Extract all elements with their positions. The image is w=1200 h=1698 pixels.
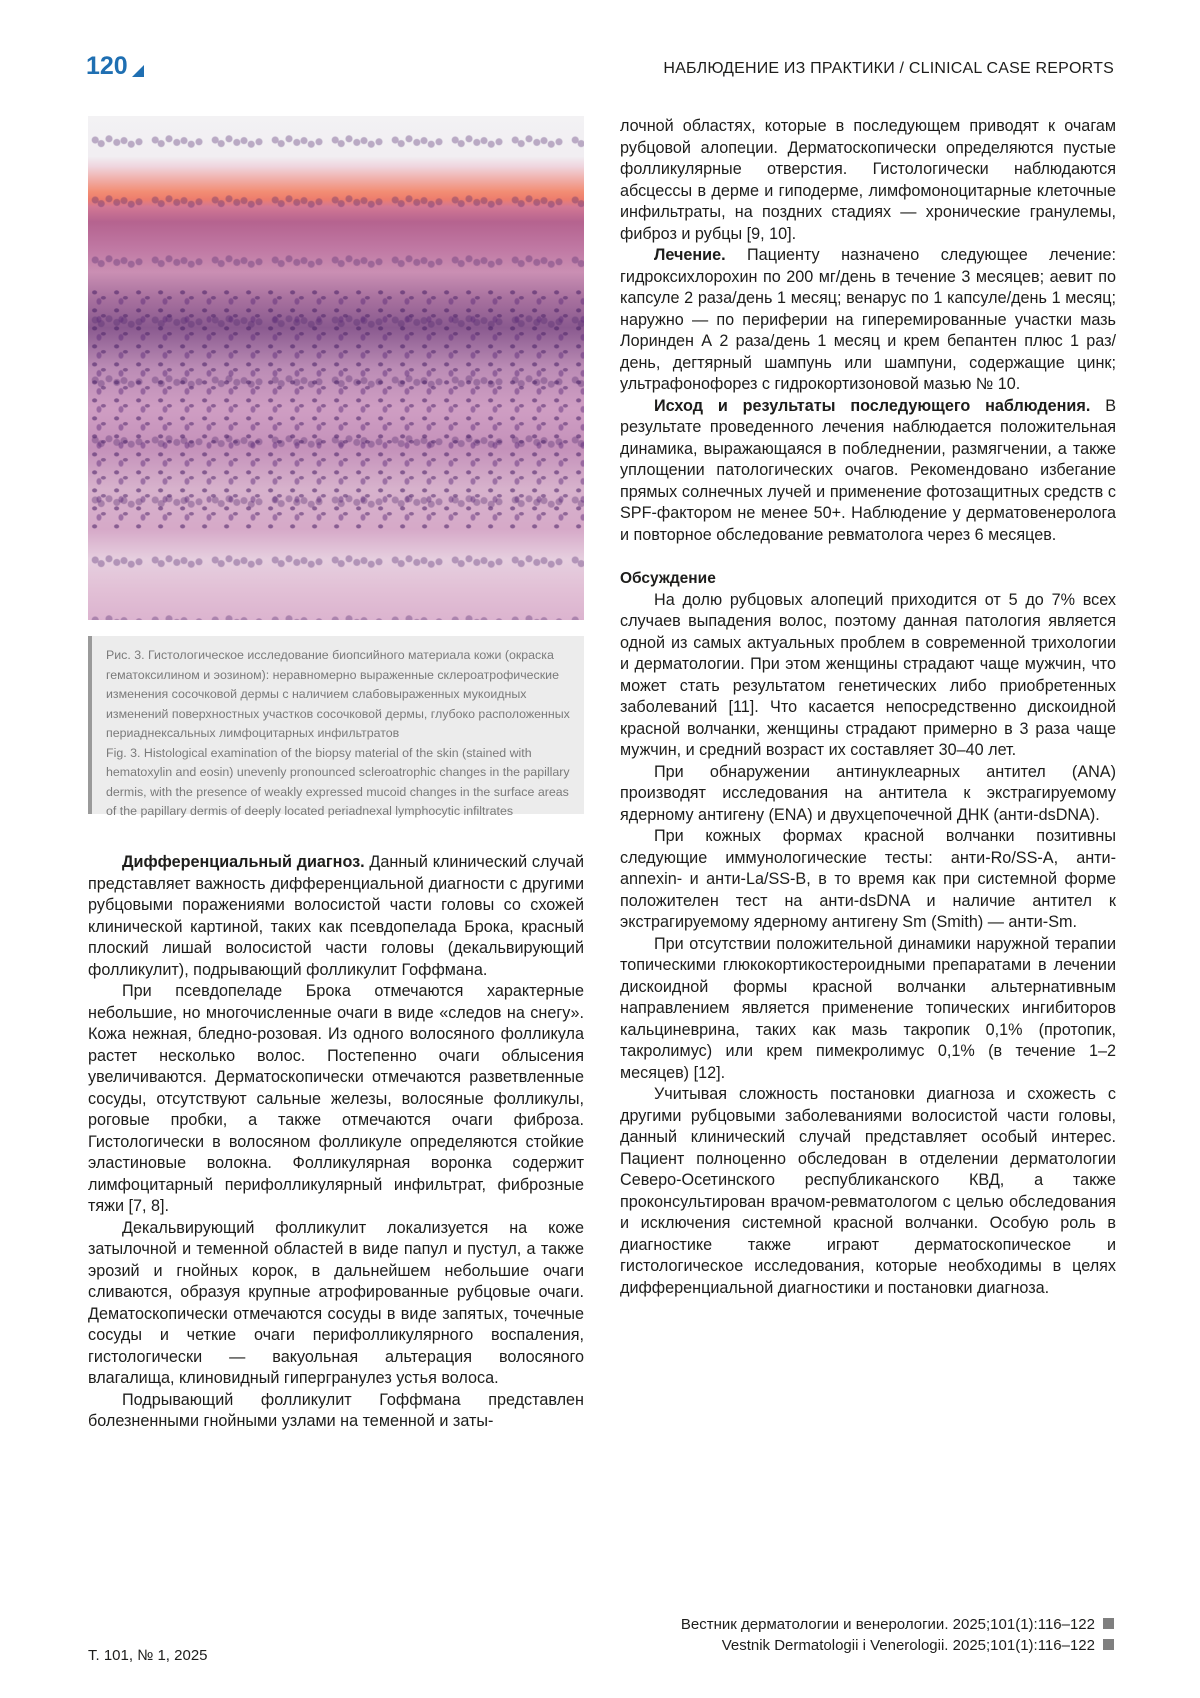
footer-journal — [681, 1614, 1114, 1656]
paragraph-differential-text: Данный клинический случай представляет важность дифференциальной диагности с другими рубцовыми поражениями волосистой части головы со схожей клинической картиной, таких как псевдопелада Брока, красный плоский лишай волосистой части головы (декальвирующий фолликулит), подрывающий фолликулит Гоффмана. — [88, 853, 584, 979]
footer-journal-en-line — [681, 1635, 1114, 1656]
page-corner-mark-icon — [132, 65, 144, 77]
footer-journal-ru: Вестник дерматологии и венерологии. 2025;101(1):116–122 — [680, 1616, 1095, 1633]
paragraph-discussion-3: При кожных формах красной волчанки позитивны следующие иммунологические тесты: анти-Ro/SS-A, анти-annexin- и анти-La/SS-B, в то время как при системной форме положителен тест на анти-dsDNA и наличие антител к экстрагируемому ядерному антигену Sm (Smith) — анти-Sm. — [620, 827, 1116, 931]
paragraph-pseudopelade: При псевдопеладе Брока отмечаются характерные небольшие, но многочисленные очаги в виде «следов на снегу». Кожа нежная, бледно-розовая. Из одного волосяного фолликула растет несколько волос. Постепенно очаги облысения увеличиваются. Дерматоскопически отмечаются разветвленные сосуды, отсутствуют сальные железы, волосяные фолликулы, роговые пробки, а также отмечаются очаги фиброза. Гистологически в волосяном фолликуле определяются стойкие эластиновые волокна. Фолликулярная воронка содержит лимфоцитарный перифолликулярный инфильтрат, фиброзные тяжи [7, 8]. — [88, 982, 584, 1215]
paragraph-treatment — [620, 245, 1116, 396]
footer-journal-en: Vestnik Dermatologii i Venerologii. 2025;101(1):116–122 — [721, 1637, 1095, 1654]
left-column — [88, 116, 584, 1433]
paragraph-discussion-2: При обнаружении антинуклеарных антител (ANA) производят исследования на антитела к экстрагируемому ядерному антигену (ENA) и двухцепочечной ДНК (анти-dsDNA). — [620, 762, 1116, 824]
page-number-text: 120 — [86, 52, 128, 80]
square-bullet-icon — [1103, 1618, 1114, 1629]
right-column-text — [620, 116, 1116, 1299]
paragraph-discussion-5: Учитывая сложность постановки диагноза и схожесть с другими рубцовыми заболеваниями волосистой части головы, данный клинический случай представляет особый интерес. Пациент полноценно обследован в отделении дерматологии Северо-Осетинского республиканского КВД, а также проконсультирован врачом-ревматологом с целью обследования и исключения системной красной волчанки. Особую роль в диагностике также играют дерматоскопическое и гистологическое исследования, которые необходимы в целях дифференциальной диагностики и постановки диагноза. — [620, 1085, 1116, 1297]
figure-caption-en: Fig. 3. Histological examination of the biopsy material of the skin (stained with hematoxylin and eosin) unevenly pronounced scleroatrophic changes in the papillary dermis, with the presence of weakly expressed mucoid changes in the surface areas of the papillary dermis of deeply located periadnexal lymphocytic infiltrates — [106, 745, 570, 818]
paragraph-discussion-4: При отсутствии положительной динамики наружной терапии топическими глюкокортикостероидными препаратами в лечении дискоидной формы красной волчанки альтернативным направлением является применение топических ингибиторов кальциневрина, таких как мазь такропик 0,1% (протопик, такролимус) или крем пимекролимус 0,1% (в течение 1–2 месяцев) [12]. — [620, 934, 1116, 1082]
paragraph-outcome — [620, 396, 1116, 547]
heading-outcome: Исход и результаты последующего наблюдения. — [654, 396, 1091, 415]
paragraph-discussion-1: На долю рубцовых алопеций приходится от 5 до 7% всех случаев выпадения волос, поэтому данная патология является одной из самых актуальных проблем в современной трихологии и дерматологии. При этом женщины страдают чаще мужчин, что может стать результатом генетических либо приобретенных заболеваний [11]. Что касается непосредственно дискоидной красной волчанки, женщины страдают примерно в 3 раза чаще мужчин, и средний возраст их составляет 30–40 лет. — [620, 590, 1116, 759]
paragraph-differential — [88, 852, 584, 981]
right-column — [620, 116, 1116, 1299]
square-bullet-icon — [1103, 1639, 1114, 1650]
footer-issue: Т. 101, № 1, 2025 — [88, 1647, 208, 1664]
running-head: НАБЛЮДЕНИЕ ИЗ ПРАКТИКИ / CLINICAL CASE REPORTS — [663, 60, 1114, 77]
histology-micrograph — [88, 116, 584, 620]
paragraph-hoffmann-continued: лочной областях, которые в последующем приводят к очагам рубцовой алопеции. Дерматоскопически определяются пустые фолликулярные отверстия. Гистологически наблюдаются абсцессы в дерме и гиподерме, лимфомоноцитарные клеточные инфильтраты, на поздних стадиях — хронические гранулемы, фиброз и рубцы [9, 10]. — [620, 117, 1116, 243]
figure-caption-ru: Рис. 3. Гистологическое исследование биопсийного материала кожи (окраска гематоксилином и эозином): неравномерно выраженные склероатрофические изменения сосочковой дермы с наличием слабовыраженных мукоидных изменений поверхностных участков сосочковой дермы, глубоко расположенных периаднексальных лимфоцитарных инфильтратов — [106, 648, 570, 740]
left-column-text — [88, 852, 584, 1433]
footer-journal-ru-line — [681, 1614, 1114, 1635]
heading-differential: Дифференциальный диагноз. — [122, 853, 365, 871]
paragraph-decalvans: Декальвирующий фолликулит локализуется на коже затылочной и теменной областей в виде папул и пустул, а также эрозий и гнойных корок, в дальнейшем небольшие очаги сливаются, образуя крупные атрофированные рубцовые очаги. Дематоскопически отмечаются сосуды в виде запятых, точечные сосуды и четкие очаги перифолликулярного воспаления, гистологически — вакуольная альтерация волосяного влагалища, клиновидный гипергранулез устья волоса. — [88, 1218, 584, 1387]
paragraph-outcome-text: В результате проведенного лечения наблюдается положительная динамика, выражающаяся в побледнении, размягчении, а также уплощении патологических очагов. Рекомендовано избегание прямых солнечных лучей и применение фотозащитных средств с SPF-фактором не менее 50+. Наблюдение у дерматовенеролога и повторное обследование ревматолога через 6 месяцев. — [620, 396, 1116, 544]
heading-treatment: Лечение. — [654, 246, 726, 264]
paragraph-hoffmann: Подрывающий фолликулит Гоффмана представлен болезненными гнойными узлами на теменной и заты- — [88, 1390, 584, 1430]
figure-caption — [88, 636, 584, 818]
section-heading-discussion: Обсуждение — [620, 570, 716, 587]
paragraph-treatment-text: Пациенту назначено следующее лечение: гидроксихлорохин по 200 мг/день в течение 3 месяцев; аевит по капсуле 2 раза/день 1 месяц; венарус по 1 капсуле/день 1 месяц; наружно — по периферии на гиперемированные участки мазь Лоринден А 2 раза/день 1 месяц и крем бепантен плюс 1 раз/день, дегтярный шампунь или шампуни, содержащие цинк; ультрафонофорез с гидрокортизоновой мазью № 10. — [620, 246, 1116, 393]
page-number — [86, 52, 144, 81]
